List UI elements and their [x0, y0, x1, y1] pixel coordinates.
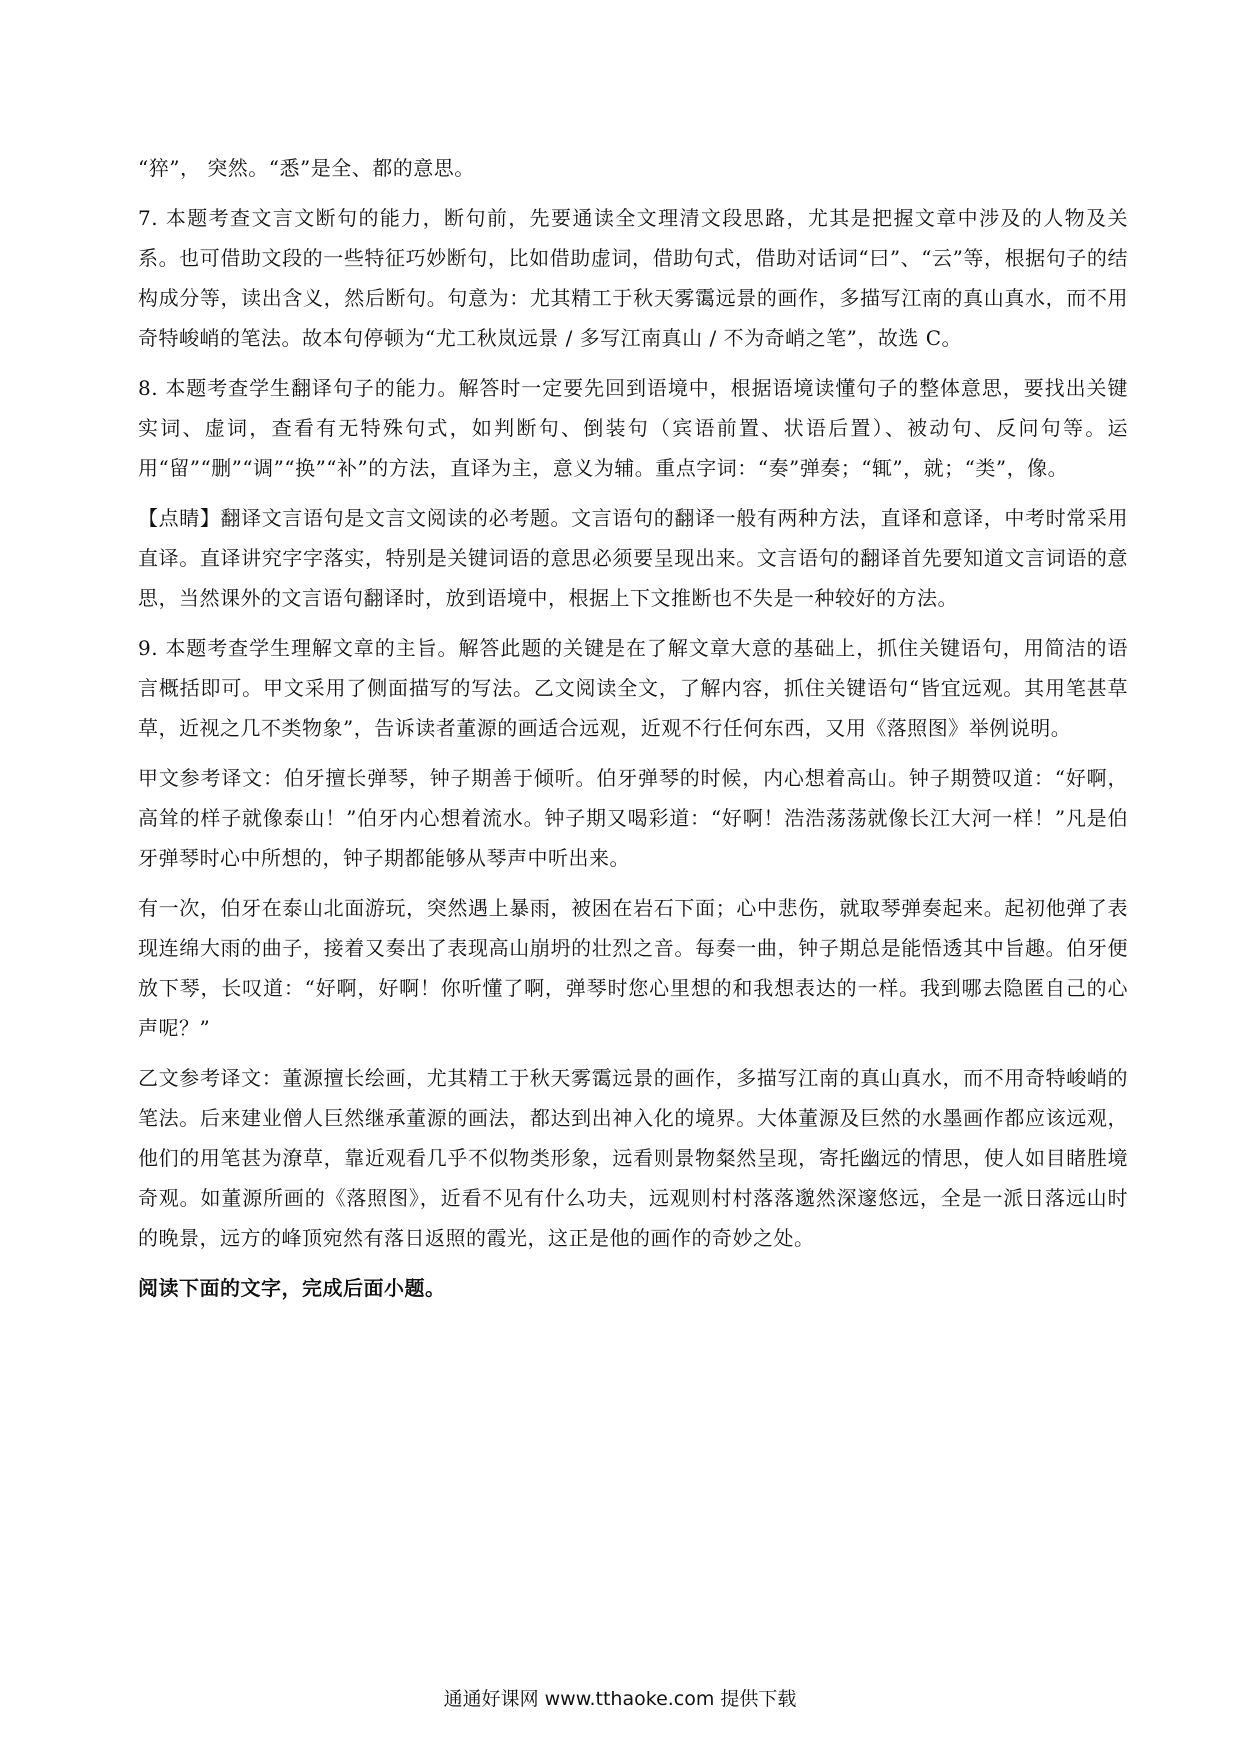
paragraph-translation-yi: 乙文参考译文：董源擅长绘画，尤其精工于秋天雾霭远景的画作，多描写江南的真山真水，而不用奇特峻峭的笔法。后来建业僧人巨然继承董源的画法，都达到出神入化的境界。大体董源及巨然的水墨画作都应该远观，他们的用笔甚为潦草，靠近观看几乎不似物类形象，远看则景物粲然呈现，寄托幽远的情思，使人如目睹胜境奇观。如董源所画的《落照图》，近看不见有什么功夫，远观则村村落落邈然深邃悠远，全是一派日落远山时的晚景，远方的峰顶宛然有落日返照的霞光，这正是他的画作的奇妙之处。: [138, 1066, 1128, 1250]
paragraph-dianjing: 【点睛】翻译文言语句是文言文阅读的必考题。文言语句的翻译一般有两种方法，直译和意译，中考时常采用直译。直译讲究字字落实，特别是关键词语的意思必须要呈现出来。文言语句的翻译首先要知道文言词语的意思，当然课外的文言语句翻译时，放到语境中，根据上下文推断也不失是一种较好的方法。: [138, 506, 1128, 610]
paragraph-answer-7: 7. 本题考查文言文断句的能力，断句前，先要通读全文理清文段思路，尤其是把握文章中涉及的人物及关系。也可借助文段的一些特征巧妙断句，比如借助虚词，借助句式，借助对话词“曰”、“云”等，根据句子的结构成分等，读出含义，然后断句。句意为：尤其精工于秋天雾霭远景的画作，多描写江南的真山真水，而不用奇特峻峭的笔法。故本句停顿为“尤工秋岚远景 / 多写江南真山 / 不为奇峭之笔”，故选 C。: [138, 206, 1128, 350]
reading-instruction: 阅读下面的文字，完成后面小题。: [138, 1276, 446, 1300]
paragraph-answer-9: 9. 本题考查学生理解文章的主旨。解答此题的关键是在了解文章大意的基础上，抓住关键语句，用简洁的语言概括即可。甲文采用了侧面描写的写法。乙文阅读全文，了解内容，抓住关键语句“皆宜远观。其用笔甚草草，近视之几不类物象”，告诉读者董源的画适合远观，近观不行任何东西，又用《落照图》举例说明。: [138, 636, 1128, 740]
page-footer: 通通好课网 www.tthaoke.com 提供下载: [443, 1688, 797, 1710]
paragraph-translation-jia: 甲文参考译文：伯牙擅长弹琴，钟子期善于倾听。伯牙弹琴的时候，内心想着高山。钟子期赞叹道：“好啊，高耸的样子就像泰山！”伯牙内心想着流水。钟子期又喝彩道：“好啊！浩浩荡荡就像长江大河一样！”凡是伯牙弹琴时心中所想的，钟子期都能够从琴声中听出来。: [138, 766, 1128, 870]
paragraph-answer-8: 8. 本题考查学生翻译句子的能力。解答时一定要先回到语境中，根据语境读懂句子的整体意思，要找出关键实词、虚词，查看有无特殊句式，如判断句、倒装句（宾语前置、状语后置）、被动句、反问句等。运用“留”“删”“调”“换”“补”的方法，直译为主，意义为辅。重点字词：“奏”弹奏；“辄”，就；“类”，像。: [138, 376, 1128, 480]
paragraph-translation-jia-2: 有一次，伯牙在泰山北面游玩，突然遇上暴雨，被困在岩石下面；心中悲伤，就取琴弹奏起来。起初他弹了表现连绵大雨的曲子，接着又奏出了表现高山崩坍的壮烈之音。每奏一曲，钟子期总是能悟透其中旨趣。伯牙便放下琴，长叹道：“好啊，好啊！你听懂了啊，弹琴时您心里想的和我想表达的一样。我到哪去隐匿自己的心声呢？”: [138, 896, 1128, 1040]
document-body: [138, 148, 1128, 1318]
paragraph-gloss-note: “猝”， 突然。“悉”是全、都的意思。: [138, 156, 475, 180]
